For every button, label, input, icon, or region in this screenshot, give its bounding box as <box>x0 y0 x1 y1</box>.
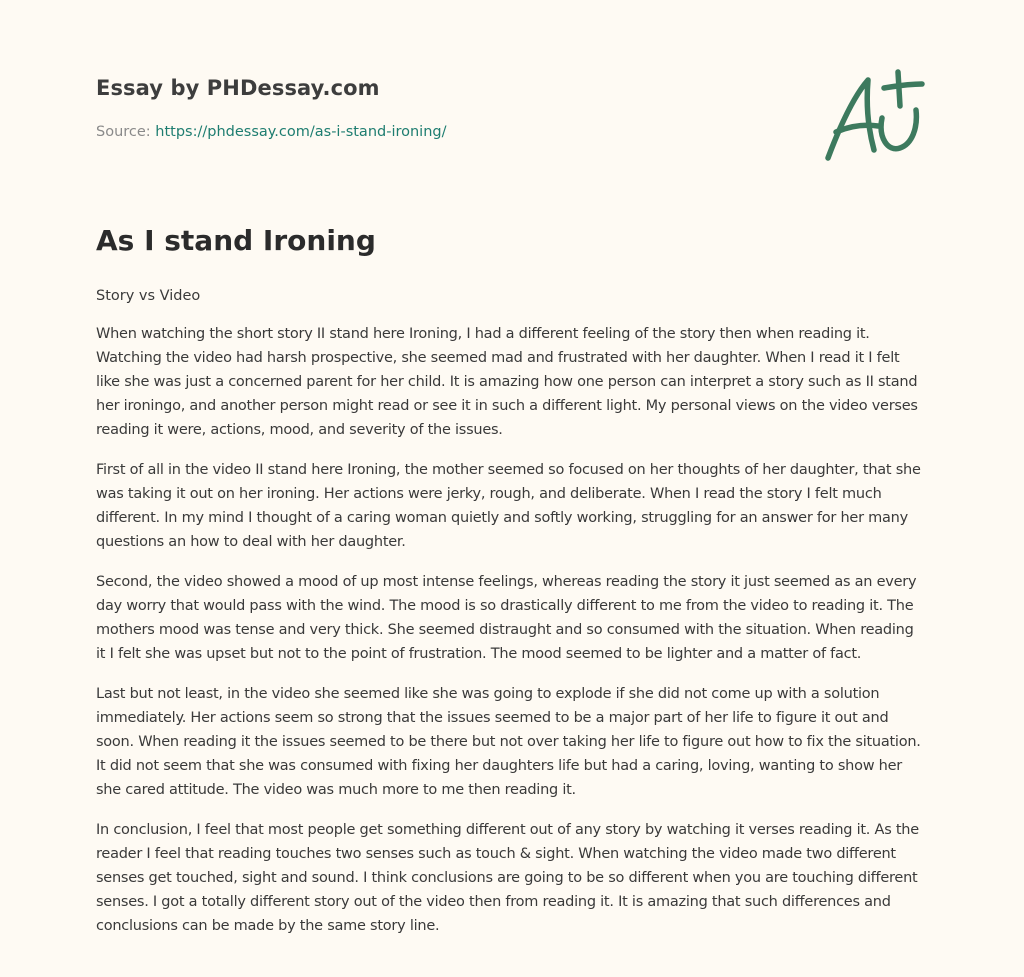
essay-paragraph: Second, the video showed a mood of up most intense feelings, whereas reading the story it just seemed as an every day worry that would pass with the wind. The mood is so drastically different to me from the video to reading it. The mothers mood was tense and very thick. She seemed distraught and so consumed with the situation. When reading it I felt she was upset but not to the point of frustration. The mood seemed to be lighter and a matter of fact. <box>96 574 917 662</box>
essay-paragraph: Last but not least, in the video she seemed like she was going to explode if she did not come up with a solution immediately. Her actions seem so strong that the issues seemed to be a major part of her life to figure it out and soon. When reading it the issues seemed to be there but not over taking her life to figure out how to fix the situation. It did not seem that she was consumed with fixing her daughters life but had a caring, loving, wanting to show her she cared attitude. The video was much more to me then reading it. <box>96 686 921 798</box>
source-link[interactable]: https://phdessay.com/as-i-stand-ironing/ <box>155 124 447 140</box>
essay-body <box>96 322 926 954</box>
essay-subtitle: Story vs Video <box>96 288 201 304</box>
a-plus-logo-icon <box>818 66 930 166</box>
essay-paragraph: First of all in the video II stand here Ironing, the mother seemed so focused on her thoughts of her daughter, that she was taking it out on her ironing. Her actions were jerky, rough, and deliberate. When I read the story I felt much different. In my mind I thought of a caring woman quietly and softly working, struggling for an answer for her many questions an how to deal with her daughter. <box>96 462 921 550</box>
source-label: Source: <box>96 124 156 140</box>
essay-title: As I stand Ironing <box>96 224 376 257</box>
essay-paragraph: When watching the short story II stand here Ironing, I had a different feeling of the story then when reading it. Watching the video had harsh prospective, she seemed mad and frustrated with her daughter. When I read it I felt like she was just a concerned parent for her child. It is amazing how one person can interpret a story such as II stand her ironingo, and another person might read or see it in such a different light. My personal views on the video verses reading it were, actions, mood, and severity of the issues. <box>96 326 918 438</box>
site-brand: Essay by PHDessay.com <box>96 76 380 100</box>
source-line <box>96 124 447 140</box>
essay-paragraph: In conclusion, I feel that most people get something different out of any story by watching it verses reading it. As the reader I feel that reading touches two senses such as touch & sight. When watching the video made two different senses get touched, sight and sound. I think conclusions are going to be so different when you are touching different senses. I got a totally different story out of the video then from reading it. It is amazing that such differences and conclusions can be made by the same story line. <box>96 822 919 934</box>
